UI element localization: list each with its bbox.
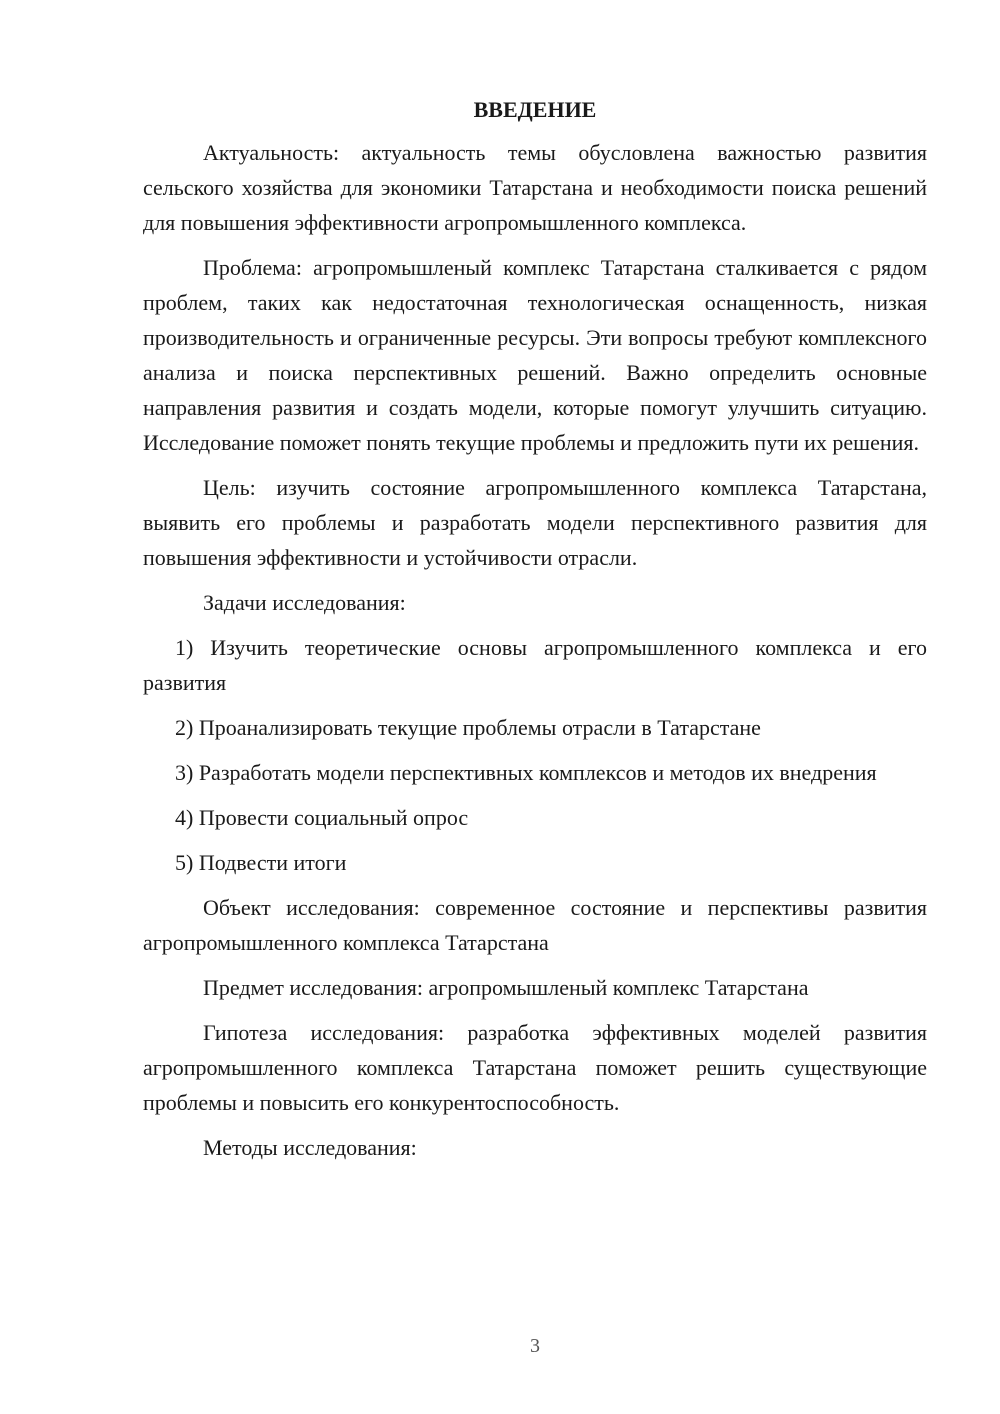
document-body xyxy=(143,95,927,1165)
object-paragraph: Объект исследования: современное состояние и перспективы развития агропромышленного комплекса Татарстана xyxy=(143,895,927,955)
tasks-heading: Задачи исследования: xyxy=(203,590,406,615)
task-item-4: 4) Провести социальный опрос xyxy=(175,805,469,830)
task-item-2: 2) Проанализировать текущие проблемы отрасли в Татарстане xyxy=(175,715,761,740)
task-item-5: 5) Подвести итоги xyxy=(175,850,347,875)
goal-paragraph: Цель: изучить состояние агропромышленного комплекса Татарстана, выявить его проблемы и разработать модели перспективного развития для повышения эффективности и устойчивости отрасли. xyxy=(143,475,927,570)
page-number: 3 xyxy=(530,1335,540,1357)
problem-paragraph: Проблема: агропромышленый комплекс Татарстана сталкивается с рядом проблем, таких как недостаточная технологическая оснащенность, низкая производительность и ограниченные ресурсы. Эти вопросы требуют комплексного анализа и поиска перспективных решений. Важно определить основные направления развития и создать модели, которые помогут улучшить ситуацию. Исследование поможет понять текущие проблемы и предложить пути их решения. xyxy=(143,255,927,455)
task-item-3: 3) Разработать модели перспективных комплексов и методов их внедрения xyxy=(175,760,877,785)
subject-paragraph: Предмет исследования: агропромышленый комплекс Татарстана xyxy=(203,975,809,1000)
relevance-paragraph: Актуальность: актуальность темы обусловлена важностью развития сельского хозяйства для экономики Татарстана и необходимости поиска решений для повышения эффективности агропромышленного комплекса. xyxy=(143,140,927,235)
hypothesis-paragraph: Гипотеза исследования: разработка эффективных моделей развития агропромышленного комплекса Татарстана поможет решить существующие проблемы и повысить его конкурентоспособность. xyxy=(143,1020,927,1115)
section-title: ВВЕДЕНИЕ xyxy=(473,97,597,122)
methods-heading: Методы исследования: xyxy=(203,1135,417,1160)
task-item-1: 1) Изучить теоретические основы агропромышленного комплекса и его развития xyxy=(143,635,927,695)
